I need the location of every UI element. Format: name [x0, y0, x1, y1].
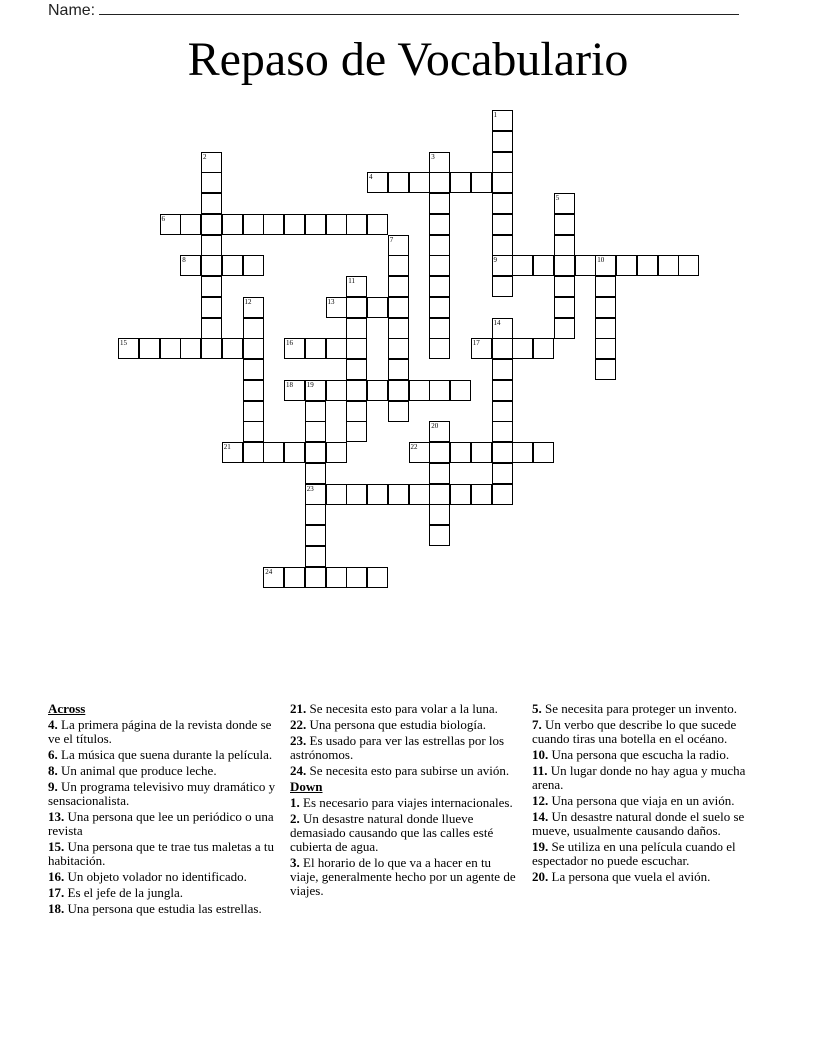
clue-item [532, 840, 762, 868]
clue-item [532, 702, 762, 716]
clue-item-number: 4. [48, 717, 58, 732]
clue-item-number: 18. [48, 901, 65, 916]
crossword-cell[interactable] [492, 276, 513, 297]
clue-item-text: La persona que vuela el avión. [548, 869, 711, 884]
crossword-cell[interactable] [554, 297, 575, 318]
crossword-cell[interactable] [326, 338, 347, 359]
crossword-cell[interactable] [429, 297, 450, 318]
clue-item-text: Un desastre natural donde el suelo se mueve, usualmente causando daños. [532, 809, 745, 838]
crossword-cell[interactable] [471, 484, 492, 505]
crossword-cell[interactable] [388, 235, 409, 256]
crossword-cell[interactable] [512, 442, 533, 463]
crossword-cell[interactable] [492, 110, 513, 131]
clue-item-number: 12. [532, 793, 549, 808]
crossword-cell[interactable] [492, 318, 513, 339]
crossword-cell[interactable] [429, 525, 450, 546]
clue-item-text: Se necesita esto para volar a la luna. [306, 701, 498, 716]
crossword-cell[interactable] [492, 214, 513, 235]
clue-number: 14 [493, 318, 501, 327]
crossword-cell[interactable] [512, 338, 533, 359]
clue-number: 15 [120, 339, 127, 348]
clue-item-text: Un programa televisivo muy dramático y sensacionalista. [48, 779, 276, 808]
crossword-cell[interactable] [533, 338, 554, 359]
clue-number: 13 [327, 297, 335, 306]
crossword-cell[interactable] [243, 421, 264, 442]
crossword-cell[interactable] [471, 172, 492, 193]
clue-item [48, 764, 278, 778]
crossword-cell[interactable] [429, 152, 450, 173]
page-title: Repaso de Vocabulario [187, 33, 629, 86]
crossword-cell[interactable] [367, 214, 388, 235]
crossword-cell[interactable] [160, 338, 181, 359]
crossword-cell[interactable] [243, 380, 264, 401]
crossword-cell[interactable] [367, 297, 388, 318]
clue-item-number: 2. [290, 811, 300, 826]
crossword-cell[interactable] [388, 255, 409, 276]
crossword-cell[interactable] [139, 338, 160, 359]
crossword-cell[interactable] [492, 152, 513, 173]
clue-item-number: 5. [532, 701, 542, 716]
crossword-cell[interactable] [429, 276, 450, 297]
clue-item-text: Se necesita para proteger un invento. [541, 701, 738, 716]
clue-item [48, 840, 278, 868]
crossword-cell[interactable] [429, 214, 450, 235]
crossword-cell[interactable] [388, 484, 409, 505]
crossword-cell[interactable] [346, 318, 367, 339]
clue-number: 8 [182, 256, 186, 265]
clue-item-number: 17. [48, 885, 65, 900]
crossword-cell[interactable] [160, 214, 181, 235]
clue-item [290, 812, 520, 854]
crossword-cell[interactable] [284, 338, 305, 359]
down-heading: Down [290, 779, 323, 794]
clue-item-number: 23. [290, 733, 307, 748]
clue-item [290, 796, 520, 810]
clue-number: 18 [286, 380, 293, 389]
crossword-cell[interactable] [554, 214, 575, 235]
crossword-cell[interactable] [367, 567, 388, 588]
crossword-cell[interactable] [263, 567, 284, 588]
crossword-cell[interactable] [492, 442, 513, 463]
clues-column-1 [48, 702, 278, 918]
crossword-cell[interactable] [367, 380, 388, 401]
crossword-cell[interactable] [243, 255, 264, 276]
clue-item-text: La primera página de la revista donde se ve el títulos. [48, 717, 272, 746]
crossword-cell[interactable] [326, 214, 347, 235]
clue-number: 6 [161, 214, 165, 223]
crossword-cell[interactable] [284, 567, 305, 588]
crossword-cell[interactable] [180, 338, 201, 359]
crossword-cell[interactable] [658, 255, 679, 276]
crossword-cell[interactable] [492, 172, 513, 193]
crossword-cell[interactable] [346, 401, 367, 422]
clue-item-text: Es necesario para viajes internacionales. [299, 795, 513, 810]
crossword-cell[interactable] [305, 380, 326, 401]
crossword-cell[interactable] [346, 421, 367, 442]
crossword-cell[interactable] [388, 380, 409, 401]
clue-item-number: 16. [48, 869, 65, 884]
clue-item-text: Un verbo que describe lo que sucede cuando tiras una botella en el océano. [532, 717, 737, 746]
crossword-cell[interactable] [346, 359, 367, 380]
crossword-cell[interactable] [263, 214, 284, 235]
crossword-cell[interactable] [450, 442, 471, 463]
crossword-cell[interactable] [678, 255, 699, 276]
crossword-cell[interactable] [346, 214, 367, 235]
clue-item-number: 19. [532, 839, 549, 854]
crossword-cell[interactable] [243, 318, 264, 339]
clue-number: 17 [472, 339, 480, 348]
crossword-cell[interactable] [388, 172, 409, 193]
clue-item-text: Es el jefe de la jungla. [64, 885, 184, 900]
clue-number: 4 [369, 173, 373, 182]
clue-item-text: Se utiliza en una película cuando el espectador no puede escuchar. [532, 839, 736, 868]
clue-item-text: Una persona que lee un periódico o una revista [48, 809, 274, 838]
crossword-cell[interactable] [388, 318, 409, 339]
clue-item [290, 702, 520, 716]
clue-item [532, 764, 762, 792]
crossword-cell[interactable] [305, 338, 326, 359]
crossword-cell[interactable] [554, 193, 575, 214]
crossword-cell[interactable] [429, 318, 450, 339]
crossword-cell[interactable] [429, 193, 450, 214]
crossword-cell[interactable] [429, 338, 450, 359]
crossword-cell[interactable] [326, 567, 347, 588]
crossword-cell[interactable] [575, 255, 596, 276]
crossword-cell[interactable] [512, 255, 533, 276]
crossword-cell[interactable] [554, 255, 575, 276]
crossword-cell[interactable] [409, 172, 430, 193]
crossword-cell[interactable] [243, 401, 264, 422]
clue-number: 3 [431, 152, 435, 161]
clue-item-number: 8. [48, 763, 58, 778]
crossword-cell[interactable] [180, 214, 201, 235]
crossword-cell[interactable] [284, 442, 305, 463]
crossword-cell[interactable] [388, 297, 409, 318]
clue-item-number: 24. [290, 763, 307, 778]
crossword-cell[interactable] [409, 484, 430, 505]
crossword-cell[interactable] [492, 131, 513, 152]
clue-item-text: Una persona que viaja en un avión. [548, 793, 735, 808]
crossword-cell[interactable] [388, 276, 409, 297]
crossword-cell[interactable] [222, 442, 243, 463]
clue-item [48, 748, 278, 762]
crossword-cell[interactable] [429, 463, 450, 484]
clue-number: 10 [597, 256, 605, 265]
clue-item-number: 13. [48, 809, 65, 824]
crossword-cell[interactable] [637, 255, 658, 276]
crossword-cell[interactable] [243, 214, 264, 235]
crossword-cell[interactable] [243, 297, 264, 318]
clue-number: 16 [286, 339, 293, 348]
crossword-cell[interactable] [346, 276, 367, 297]
clue-item-number: 1. [290, 795, 300, 810]
clue-item [532, 870, 762, 884]
crossword-cell[interactable] [492, 235, 513, 256]
crossword-cell[interactable] [429, 255, 450, 276]
clue-item-number: 22. [290, 717, 307, 732]
crossword-cell[interactable] [450, 172, 471, 193]
crossword-cell[interactable] [595, 359, 616, 380]
crossword-cell[interactable] [492, 193, 513, 214]
crossword-cell[interactable] [201, 276, 222, 297]
crossword-cell[interactable] [450, 380, 471, 401]
crossword-cell[interactable] [429, 421, 450, 442]
clue-item-number: 3. [290, 855, 300, 870]
crossword-cell[interactable] [201, 214, 222, 235]
crossword-cell[interactable] [305, 504, 326, 525]
clue-item [290, 718, 520, 732]
crossword-cell[interactable] [367, 172, 388, 193]
crossword-cell[interactable] [305, 463, 326, 484]
across-heading: Across [48, 701, 86, 716]
crossword-cell[interactable] [533, 255, 554, 276]
clue-item-text: Una persona que te trae tus maletas a tu habitación. [48, 839, 274, 868]
crossword-cell[interactable] [284, 214, 305, 235]
clue-number: 12 [244, 297, 252, 306]
clue-item-text: Es usado para ver las estrellas por los astrónomos. [290, 733, 505, 762]
crossword-cell[interactable] [492, 463, 513, 484]
crossword-cell[interactable] [180, 255, 201, 276]
clue-item-number: 9. [48, 779, 58, 794]
clue-number: 19 [306, 380, 314, 389]
clue-item [48, 810, 278, 838]
crossword-cell[interactable] [201, 318, 222, 339]
clue-item [532, 748, 762, 762]
clue-number: 23 [306, 484, 314, 493]
crossword-cell[interactable] [243, 338, 264, 359]
crossword-cell[interactable] [554, 318, 575, 339]
crossword-cell[interactable] [554, 276, 575, 297]
clue-item-text: Un objeto volador no identificado. [64, 869, 247, 884]
clue-item-text: Se necesita esto para subirse un avión. [306, 763, 510, 778]
crossword-cell[interactable] [450, 484, 471, 505]
clue-number: 2 [203, 152, 207, 161]
crossword-cell[interactable] [429, 380, 450, 401]
clue-item-text: Un desastre natural donde llueve demasiado causando que las calles esté cubierta de agua. [290, 811, 494, 854]
crossword-cell[interactable] [346, 380, 367, 401]
crossword-cell[interactable] [243, 359, 264, 380]
crossword-cell[interactable] [326, 442, 347, 463]
clue-item-text: El horario de lo que va a hacer en tu viaje, generalmente hecho por un agente de viajes. [290, 855, 516, 898]
clue-item [48, 886, 278, 900]
clue-item [48, 780, 278, 808]
crossword-cell[interactable] [201, 338, 222, 359]
clue-number: 22 [410, 443, 418, 451]
crossword-cell[interactable] [409, 442, 430, 463]
crossword-cell[interactable] [471, 442, 492, 463]
crossword-cell[interactable] [305, 525, 326, 546]
clue-item-text: Un lugar donde no hay agua y mucha arena. [532, 763, 746, 792]
clue-item-number: 10. [532, 747, 549, 762]
crossword-cell[interactable] [201, 193, 222, 214]
crossword-cell[interactable] [429, 235, 450, 256]
clue-item-number: 14. [532, 809, 549, 824]
crossword-cell[interactable] [263, 442, 284, 463]
crossword-cell[interactable] [326, 484, 347, 505]
crossword-cell[interactable] [492, 380, 513, 401]
clue-item [290, 764, 520, 778]
crossword-cell[interactable] [409, 380, 430, 401]
crossword-cell[interactable] [595, 276, 616, 297]
clue-item-number: 15. [48, 839, 65, 854]
clue-item [48, 870, 278, 884]
crossword-cell[interactable] [243, 442, 264, 463]
clue-number: 20 [431, 422, 439, 431]
crossword-cell[interactable] [533, 442, 554, 463]
clue-number: 5 [555, 194, 560, 202]
crossword-cell[interactable] [388, 401, 409, 422]
crossword-cell[interactable] [595, 318, 616, 339]
clue-item-number: 21. [290, 701, 307, 716]
clue-item [532, 794, 762, 808]
crossword-cell[interactable] [492, 255, 513, 276]
crossword-cell[interactable] [492, 338, 513, 359]
crossword-cell[interactable] [492, 484, 513, 505]
clue-item [48, 718, 278, 746]
crossword-cell[interactable] [388, 359, 409, 380]
crossword-cell[interactable] [326, 297, 347, 318]
crossword-cell[interactable] [429, 484, 450, 505]
clue-item-number: 20. [532, 869, 549, 884]
crossword-cell[interactable] [346, 338, 367, 359]
crossword-cell[interactable] [222, 214, 243, 235]
clue-number: 24 [265, 567, 273, 576]
clue-item [290, 734, 520, 762]
crossword-cell[interactable] [305, 421, 326, 442]
clue-item-text: Una persona que estudia las estrellas. [64, 901, 262, 916]
crossword-cell[interactable] [429, 504, 450, 525]
clue-item [290, 856, 520, 898]
crossword-cell[interactable] [346, 567, 367, 588]
crossword-cell[interactable] [429, 172, 450, 193]
clue-item [48, 902, 278, 916]
clues-column-2 [290, 702, 520, 900]
crossword-cell[interactable] [201, 152, 222, 173]
crossword-cell[interactable] [492, 359, 513, 380]
crossword-cell[interactable] [305, 401, 326, 422]
crossword-cell[interactable] [616, 255, 637, 276]
clue-item [532, 718, 762, 746]
crossword-cell[interactable] [201, 235, 222, 256]
clue-number: 9 [493, 256, 497, 265]
clue-item-number: 6. [48, 747, 58, 762]
clue-number: 1 [493, 111, 497, 119]
crossword-cell[interactable] [201, 297, 222, 318]
crossword-cell[interactable] [284, 380, 305, 401]
clues-column-3 [532, 702, 762, 886]
crossword-cell[interactable] [492, 421, 513, 442]
crossword-cell[interactable] [222, 338, 243, 359]
crossword-cell[interactable] [388, 338, 409, 359]
crossword-cell[interactable] [429, 442, 450, 463]
name-label: Name: [48, 2, 96, 19]
crossword-cell[interactable] [595, 297, 616, 318]
crossword-cell[interactable] [492, 401, 513, 422]
crossword-cell[interactable] [305, 484, 326, 505]
crossword-cell[interactable] [326, 380, 347, 401]
crossword-cell[interactable] [346, 297, 367, 318]
clue-number: 7 [389, 235, 394, 244]
crossword-cell[interactable] [346, 484, 367, 505]
clue-item-number: 7. [532, 717, 542, 732]
crossword-cell[interactable] [305, 214, 326, 235]
crossword-cell[interactable] [305, 546, 326, 567]
crossword-cell[interactable] [305, 567, 326, 588]
crossword-cell[interactable] [367, 484, 388, 505]
crossword-cell[interactable] [595, 338, 616, 359]
clue-item-text: Una persona que estudia biología. [306, 717, 487, 732]
clue-item [532, 810, 762, 838]
clue-number: 11 [348, 277, 355, 285]
crossword-cell[interactable] [201, 255, 222, 276]
crossword-cell[interactable] [118, 338, 139, 359]
clue-item-text: Un animal que produce leche. [57, 763, 217, 778]
crossword-cell[interactable] [222, 255, 243, 276]
crossword-cell[interactable] [554, 235, 575, 256]
clue-item-text: La música que suena durante la película. [57, 747, 273, 762]
crossword-cell[interactable] [471, 338, 492, 359]
clue-number: 21 [223, 443, 231, 451]
clue-item-number: 11. [532, 763, 548, 778]
crossword-cell[interactable] [201, 172, 222, 193]
crossword-cell[interactable] [305, 442, 326, 463]
clue-item-text: Una persona que escucha la radio. [548, 747, 730, 762]
crossword-cell[interactable] [595, 255, 616, 276]
